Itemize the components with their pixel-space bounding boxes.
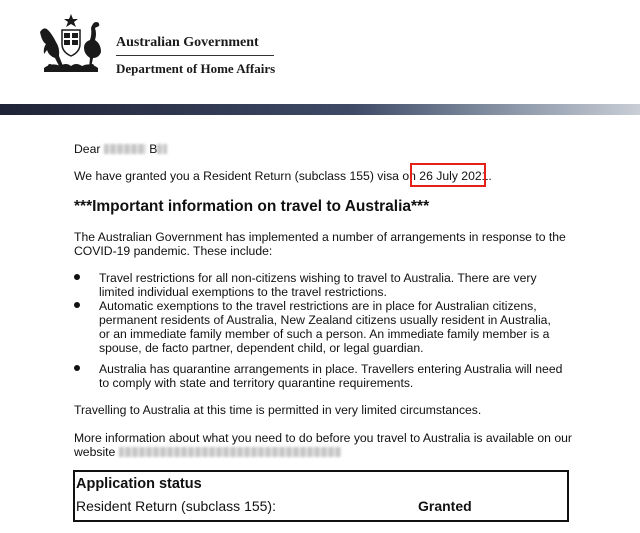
salutation: [74, 142, 167, 156]
letterhead: [0, 0, 640, 104]
salutation-suffix: B: [149, 142, 158, 156]
bullet-dot: [74, 302, 80, 308]
grant-text: We have granted you a Resident Return (subclass 155) visa on: [74, 169, 416, 183]
header-band: [0, 104, 640, 115]
bullet-1-line-1: Travel restrictions for all non-citizens wishing to travel to Australia. There are very: [99, 271, 537, 285]
status-title: Application status: [76, 476, 202, 492]
more-info-line-2: [74, 445, 341, 459]
bullet-dot: [74, 365, 80, 371]
status-label: Resident Return (subclass 155):: [76, 498, 276, 514]
salutation-prefix: Dear: [74, 142, 101, 156]
redacted-name: [157, 144, 167, 154]
grant-date: 26 July 2021: [419, 169, 489, 183]
website-label: website: [74, 445, 116, 459]
intro-line-1: The Australian Government has implemented a number of arrangements in response to the: [74, 230, 566, 244]
bullet-2-line-1: Automatic exemptions to the travel restrictions are in place for Australian citizens,: [99, 299, 537, 313]
grant-end: .: [488, 169, 492, 183]
coat-of-arms-icon: [34, 12, 108, 74]
bullet-3-line-1: Australia has quarantine arrangements in place. Travellers entering Australia will need: [99, 362, 563, 376]
redacted-website-link[interactable]: [119, 447, 341, 457]
redacted-name: [104, 144, 146, 154]
intro-line-2: COVID-19 pandemic. These include:: [74, 244, 273, 258]
government-name: Australian Government: [116, 35, 259, 50]
department-name: Department of Home Affairs: [116, 61, 276, 76]
status-value: Granted: [418, 498, 472, 514]
date-highlight-box: [410, 163, 489, 187]
important-heading: ***Important information on travel to Australia***: [74, 198, 430, 215]
bullet-3-line-2: to comply with state and territory quarantine requirements.: [99, 376, 414, 390]
header-divider: [116, 55, 274, 56]
bullet-2-line-3: or an immediate family member of such a person. An immediate family member is a: [99, 327, 550, 341]
bullet-1-line-2: limited individual exemptions to the travel restrictions.: [99, 285, 387, 299]
bullet-2-line-2: permanent residents of Australia, New Zealand citizens usually resident in Australia,: [99, 313, 551, 327]
travel-note: Travelling to Australia at this time is permitted in very limited circumstances.: [74, 403, 482, 417]
more-info-line-1: More information about what you need to do before you travel to Australia is available on our: [74, 431, 572, 445]
bullet-dot: [74, 274, 80, 280]
bullet-2-line-4: spouse, de facto partner, dependent child, or legal guardian.: [99, 341, 424, 355]
